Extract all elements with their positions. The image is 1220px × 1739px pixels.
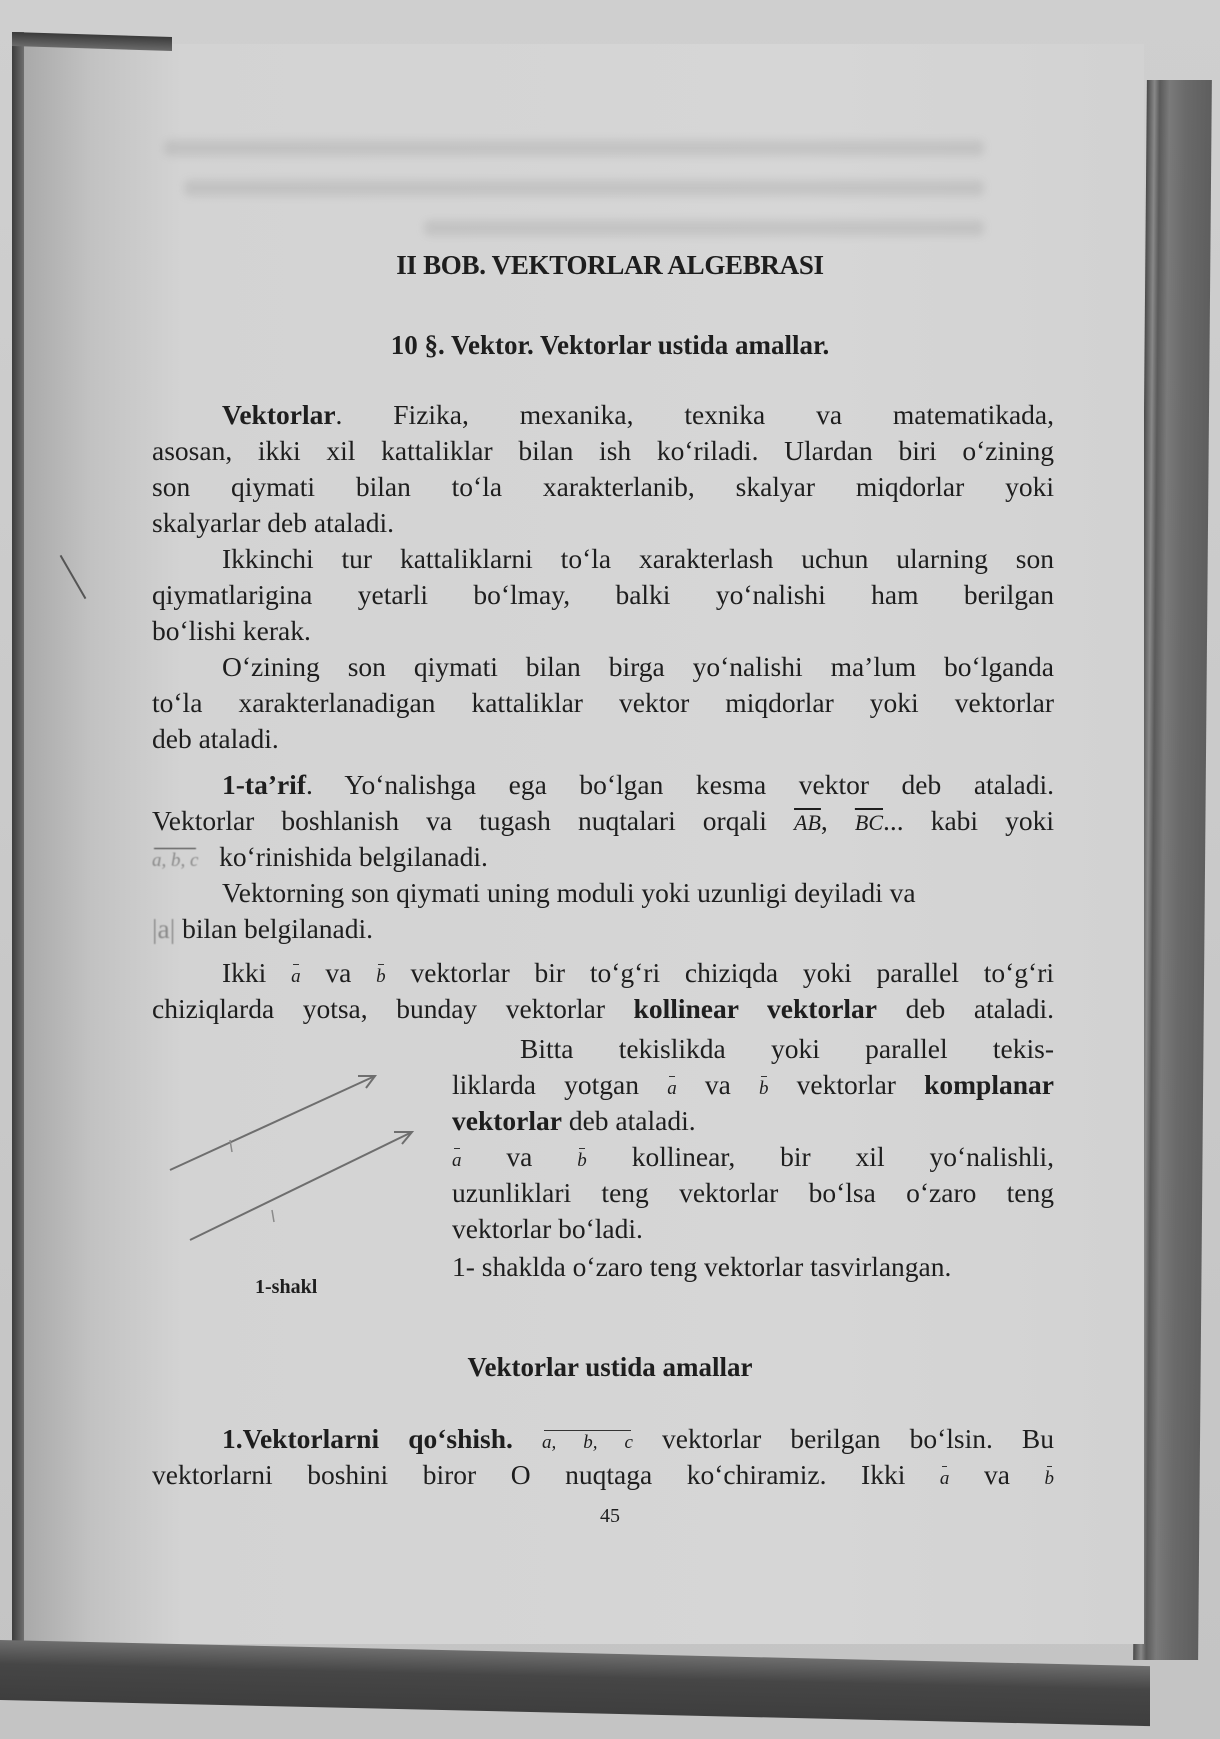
text-line: a va b kollinear, bir xil yo‘nalishli, xyxy=(452,1141,1054,1172)
text-line: Ikki a va b vektorlar bir to‘g‘ri chiziqda yoki parallel to‘g‘ri xyxy=(222,957,1055,988)
vector-bc: $\overline{BC}$ xyxy=(854,810,883,835)
text-line: a, b, c ko‘rinishida belgilanadi. xyxy=(152,841,488,872)
text-line: to‘la xarakterlanadigan kattaliklar vektor miqdorlar yoki vektorlar xyxy=(152,687,1054,718)
text-line: Vektorlar boshlanish va tugash nuqtalari orqali $\overline{AB}$, $\overline{BC}$... kabi yoki xyxy=(152,805,1055,836)
text-line: 1- shaklda o‘zaro teng vektorlar tasvirlangan. xyxy=(452,1251,952,1282)
show-through-line xyxy=(184,180,984,196)
show-through-line xyxy=(424,220,984,236)
text-line: vektorlar bo‘ladi. xyxy=(452,1213,643,1244)
text-line: bo‘lishi kerak. xyxy=(152,615,311,646)
book-edge-right xyxy=(1133,80,1212,1660)
chapter-title: II BOB. VEKTORLAR ALGEBRASI xyxy=(396,250,824,280)
text-line: deb ataladi. xyxy=(152,723,279,754)
text-line: O‘zining son qiymati bilan birga yo‘nalishi ma’lum bo‘lganda xyxy=(222,651,1054,682)
figure-parallel-vectors xyxy=(150,1060,440,1270)
text-line: Ikkinchi tur kattaliklarni to‘la xarakterlash uchun ularning son xyxy=(222,543,1054,574)
arrowhead-icon xyxy=(394,1132,412,1144)
subheading: Vektorlar ustida amallar xyxy=(467,1352,753,1382)
text-line: chiziqlarda yotsa, bunday vektorlar kollinear vektorlar deb ataladi. xyxy=(152,993,1054,1024)
tick-mark xyxy=(272,1210,274,1222)
text-line: son qiymati bilan to‘la xarakterlanib, skalyar miqdorlar yoki xyxy=(152,471,1054,502)
definition-line: 1-ta’rif. Yo‘nalishga ega bo‘lgan kesma vektor deb ataladi. xyxy=(222,769,1054,800)
text-line: Bitta tekislikda yoki parallel tekis- xyxy=(520,1033,1054,1064)
vector-arrow-upper xyxy=(170,1076,375,1170)
vector-variables: a, b, c xyxy=(152,850,199,871)
text-line: |a| bilan belgilanadi. xyxy=(152,913,374,944)
show-through-line xyxy=(164,140,984,156)
text-line: Vektorlar. Fizika, mexanika, texnika va matematikada, xyxy=(222,399,1054,430)
vector-ab: $\overline{AB}$ xyxy=(794,810,821,835)
vector-modulus: |a| xyxy=(152,913,176,944)
text-line: vektorlar deb ataladi. xyxy=(452,1105,696,1136)
text-line: 1.Vektorlarni qo‘shish. a, b, c vektorlar berilgan bo‘lsin. Bu xyxy=(222,1423,1055,1454)
text-line: asosan, ikki xil kattaliklar bilan ish ko‘riladi. Ulardan biri o‘zining xyxy=(152,435,1054,466)
figure-caption: 1-shakl xyxy=(255,1276,318,1298)
text-line: qiymatlarigina yetarli bo‘lmay, balki yo‘nalishi ham berilgan xyxy=(152,579,1054,610)
text-line: uzunliklari teng vektorlar bo‘lsa o‘zaro teng xyxy=(452,1177,1054,1208)
text-line: vektorlarni boshini biror O nuqtaga ko‘chiramiz. Ikki a va b xyxy=(152,1459,1055,1490)
text-line: liklarda yotgan a va b vektorlar komplanar xyxy=(452,1069,1054,1100)
section-title: 10 §. Vektor. Vektorlar ustida amallar. xyxy=(390,330,830,360)
page-number: 45 xyxy=(600,1505,620,1527)
text-line: Vektorning son qiymati uning moduli yoki uzunligi deyiladi va xyxy=(222,877,916,908)
vector-arrow-lower xyxy=(190,1132,412,1240)
text-line: skalyarlar deb ataladi. xyxy=(152,507,395,538)
